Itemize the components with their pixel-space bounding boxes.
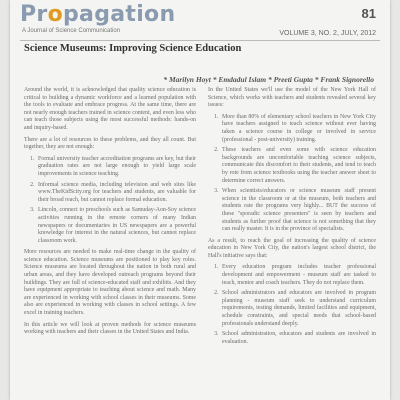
journal-tagline: A Journal of Science Communication bbox=[22, 28, 121, 34]
paragraph: In this article we will look at proven methods for science museums working with teachers and their classes in the United States and India. bbox=[24, 321, 196, 336]
list-item: 3. School administration, educators and students are involved in evaluation. bbox=[220, 331, 376, 346]
volume-info: VOLUME 3, NO. 2, JULY, 2012 bbox=[279, 30, 376, 37]
article-authors: * Marilyn Hoyt * Emdadul Islam * Preeti Gupta * Frank Signorello bbox=[163, 75, 374, 84]
numbered-list bbox=[208, 264, 376, 346]
list-item: 2. School administrators and educators are involved in program planning - museum staff seek to understand curriculum requirements, testing demands, limited facilities and equipment, schedule constraints, and special needs that school-based professionals understand deeply. bbox=[220, 290, 376, 328]
logo-accent-letter: o bbox=[47, 2, 63, 27]
left-column bbox=[24, 87, 196, 341]
right-column bbox=[208, 87, 376, 350]
article-title: Science Museums: Improving Science Education bbox=[24, 43, 242, 54]
journal-page bbox=[10, 0, 390, 400]
paragraph: There are a lot of resources to these problems, and they all count. But together, they are not enough: bbox=[24, 136, 196, 151]
list-item: 3. Lincoln, connect to preschools such as Samuday-Aon-Soy science activities running in the remote corners of many Indian newspapers or documentaries in US newspapers are a powerful knowledge for interest in the natural sciences, but cannot replace classroom work. bbox=[36, 207, 196, 245]
numbered-list bbox=[24, 156, 196, 246]
list-item: 1. Formal university teacher accreditation programs are key, but their graduation rates are not large enough to yield large scale improvements in science teaching. bbox=[36, 156, 196, 179]
list-item: 1. More than 80% of elementary school teachers in New York City have teachers assigned to teach science without ever having taken a science course in college or involved in service (professional - post-university) training. bbox=[220, 114, 376, 144]
page-number: 81 bbox=[361, 6, 376, 21]
numbered-list bbox=[208, 114, 376, 234]
paragraph: In the United States we'll use the model of the New York Hall of Science, which works with teachers and students revealed several key issues: bbox=[208, 87, 376, 109]
logo-text: Propagation bbox=[20, 2, 176, 27]
list-item: 1. Every education program includes teacher professional development and empowerment - museum staff are tasked to teach, mentor and coach teachers. They do not replace them. bbox=[220, 264, 376, 287]
paragraph: As a result, to reach the goal of increasing the quality of science education in New York City, the nation's largest school district, the Hall's initiative says that: bbox=[208, 237, 376, 259]
list-item: 2. Informal science media, including television and web sites like www.TheKidScity.org for teachers and students, are valuable for their broad reach, but cannot replace formal education. bbox=[36, 182, 196, 205]
paragraph: Around the world, it is acknowledged that quality science education is critical to building a dynamic workforce and a learned population with the tools to evaluate and embrace progress. At the same time, there are not nearly enough teachers trained in science content, and even less who can teach those subjects using the most successful methods: hands-on and inquiry-based. bbox=[24, 87, 196, 131]
list-item: 3. When scientists/educators or science museum staff present science in the classroom or at the museum, both teachers and students rate the programs very highly... BUT the success of these "sporadic science presenters" is seen by teachers and students as further proof that science is not something that they can really master. It is in the province of specialists. bbox=[220, 188, 376, 234]
header-divider bbox=[20, 40, 380, 41]
journal-logo bbox=[20, 2, 200, 40]
paragraph: More resources are needed to make real-time change in the quality of science education. Science museums are positioned to play key roles. Science museums are located throughout the nation in both rural and urban areas, and they have developed outreach programs beyond their buildings. They are full of science-educated staff and exhibits. And they have equipment appropriate to teaching about science and math. Many are experienced in working with school classes in their museums. Some also are experienced in working with classes in school settings. A few excel in training teachers. bbox=[24, 249, 196, 317]
list-item: 2. These teachers and even some with science education backgrounds are uncomfortable teaching science subjects, communicate this discomfort to their students, and tend to teach by rote from science textbooks using the teacher answer sheet to determine correct answers. bbox=[220, 147, 376, 185]
